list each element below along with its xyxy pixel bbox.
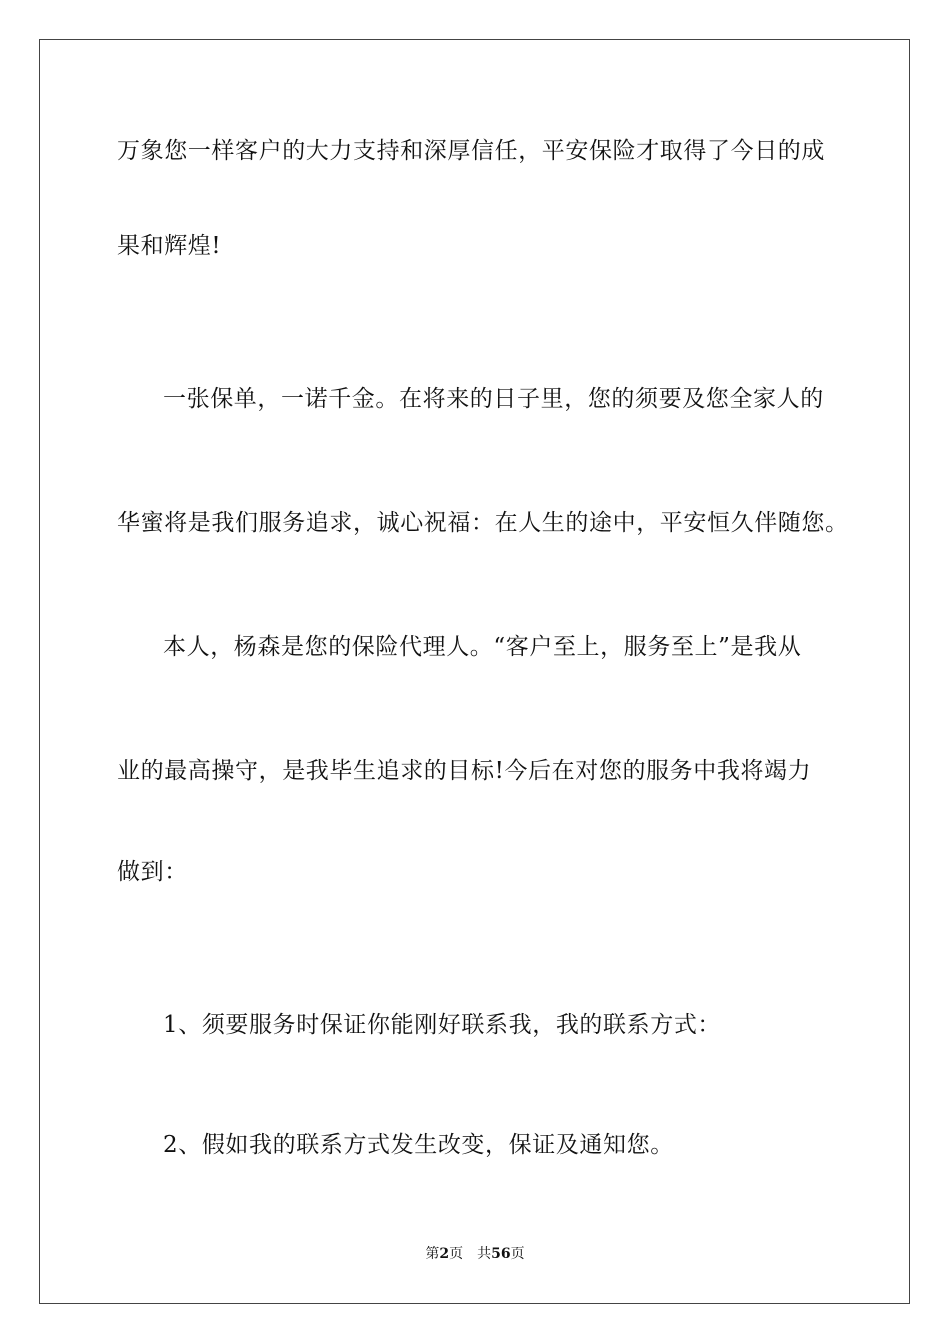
text-line-9: 2、假如我的联系方式发生改变，保证及通知您。 xyxy=(163,1132,674,1158)
footer-page-suffix: 页 xyxy=(449,1246,464,1262)
footer-page-number: 2 xyxy=(439,1246,450,1262)
text-line-4: 华蜜将是我们服务追求，诚心祝福：在人生的途中，平安恒久伴随您。 xyxy=(117,510,849,536)
text-line-8: 1、须要服务时保证你能刚好联系我，我的联系方式： xyxy=(163,1012,722,1038)
text-line-2: 果和辉煌! xyxy=(117,233,222,259)
footer-total-prefix: 共 xyxy=(477,1246,492,1262)
text-line-1: 万象您一样客户的大力支持和深厚信任，平安保险才取得了今日的成 xyxy=(117,138,825,164)
footer-total-suffix: 页 xyxy=(510,1246,525,1262)
page-footer xyxy=(0,1245,950,1263)
footer-total-pages: 56 xyxy=(491,1246,511,1262)
text-line-6: 业的最高操守，是我毕生追求的目标!今后在对您的服务中我将竭力 xyxy=(117,758,812,784)
footer-page-prefix: 第 xyxy=(425,1246,440,1262)
text-line-7: 做到： xyxy=(117,859,188,885)
text-line-5: 本人，杨森是您的保险代理人。“客户至上，服务至上”是我从 xyxy=(163,634,802,660)
text-line-3: 一张保单，一诺千金。在将来的日子里，您的须要及您全家人的 xyxy=(163,386,824,412)
page-border xyxy=(39,39,910,1304)
